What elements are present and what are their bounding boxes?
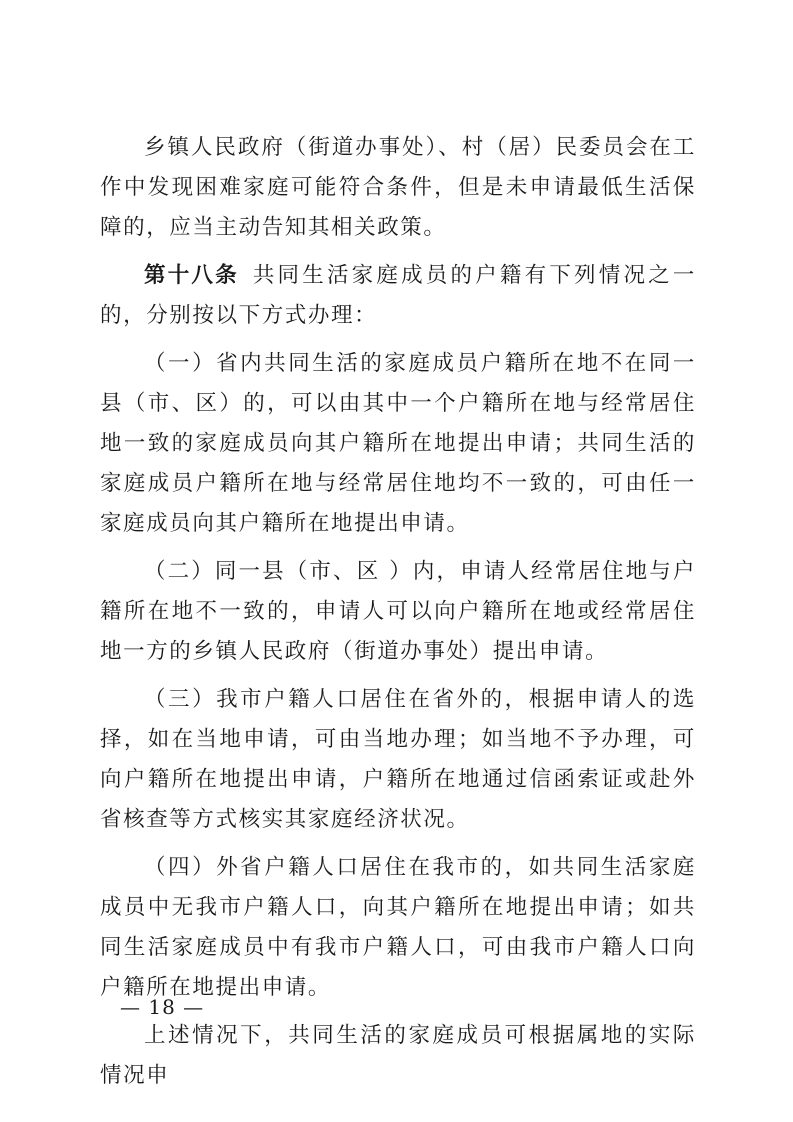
paragraph-text: 共同生活家庭成员的户籍有下列情况之一的，分别按以下方式办理： <box>100 263 696 328</box>
paragraph-text: （一）省内共同生活的家庭成员户籍所在地不在同一县（市、区）的，可以由其中一个户籍所在地与经常居住地一致的家庭成员向其户籍所在地提出申请；共同生活的家庭成员户籍所在地与经常居住地均不一致的，可由任一家庭成员向其户籍所在地提出申请。 <box>100 351 696 536</box>
article-heading: 第十八条 <box>144 263 239 288</box>
paragraph-item-3 <box>100 680 696 840</box>
paragraph-article-18 <box>100 256 696 336</box>
document-body <box>100 128 696 1104</box>
paragraph-text: （三）我市户籍人口居住在省外的，根据申请人的选择，如在当地申请，可由当地办理；如当地不予办理，可向户籍所在地提出申请，户籍所在地通过信函索证或赴外省核查等方式核实其家庭经济状况。 <box>100 687 696 832</box>
paragraph-item-4 <box>100 848 696 1008</box>
paragraph-item-1 <box>100 344 696 544</box>
paragraph-text: 乡镇人民政府（街道办事处）、村（居）民委员会在工作中发现困难家庭可能符合条件，但是未申请最低生活保障的，应当主动告知其相关政策。 <box>100 135 696 240</box>
paragraph-1 <box>100 128 696 248</box>
paragraph-text: （二）同一县（市、区 ）内，申请人经常居住地与户籍所在地不一致的，申请人可以向户籍所在地或经常居住地一方的乡镇人民政府（街道办事处）提出申请。 <box>100 559 696 664</box>
paragraph-closing <box>100 1016 696 1096</box>
paragraph-text: （四）外省户籍人口居住在我市的，如共同生活家庭成员中无我市户籍人口，向其户籍所在地提出申请；如共同生活家庭成员中有我市户籍人口，可由我市户籍人口向户籍所在地提出申请。 <box>100 855 696 1000</box>
page-number: — 18 — <box>120 995 205 1019</box>
paragraph-text: 上述情况下，共同生活的家庭成员可根据属地的实际情况申 <box>100 1023 696 1088</box>
paragraph-item-2 <box>100 552 696 672</box>
